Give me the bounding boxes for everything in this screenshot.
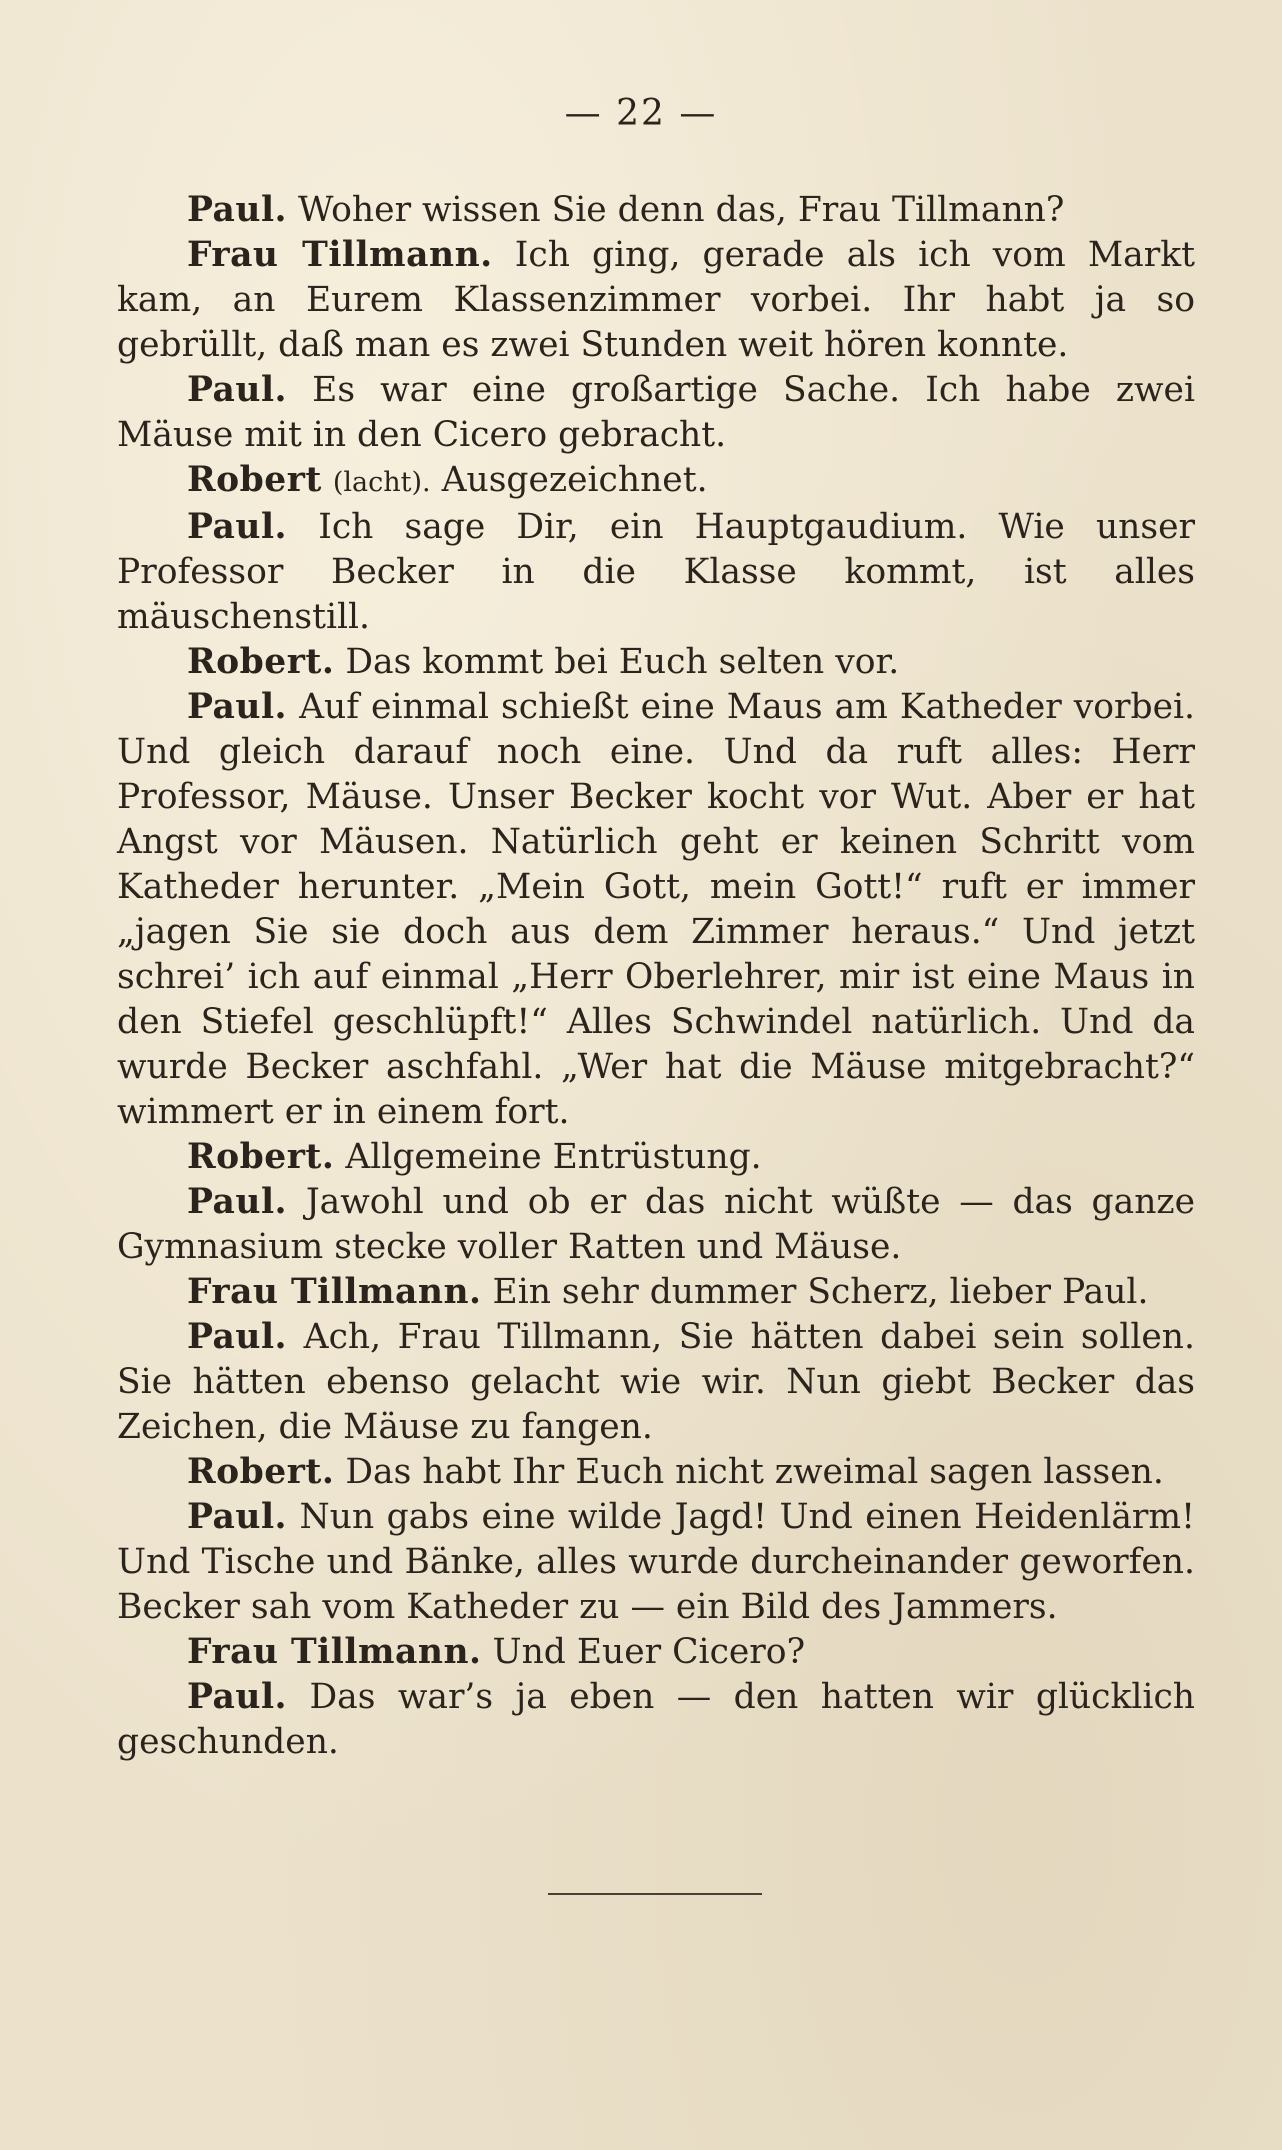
dialogue-paragraph xyxy=(117,505,1195,640)
dialogue-paragraph xyxy=(117,685,1195,1135)
speaker-name: Robert xyxy=(187,460,322,500)
speaker-name: Paul. xyxy=(187,1677,288,1717)
speaker-name: Paul. xyxy=(187,1182,288,1222)
dialogue-line: Ausgezeichnet. xyxy=(441,460,708,500)
closing-rule xyxy=(548,1893,762,1895)
dialogue-paragraph xyxy=(117,1495,1195,1630)
dialogue-line: Und Euer Cicero? xyxy=(492,1632,806,1672)
dialogue-paragraph xyxy=(117,1630,1195,1675)
dialogue-line: Ach, Frau Tillmann, Sie hätten dabei sein sollen. Sie hätten ebenso gelacht wie wir. Nun giebt Becker das Zeichen, die Mäuse zu fangen. xyxy=(117,1317,1195,1447)
dialogue-line: Auf einmal schießt eine Maus am Katheder vorbei. Und gleich darauf noch eine. Und da ruft alles: Herr Professor, Mäuse. Unser Becker kocht vor Wut. Aber er hat Angst vor Mäusen. Natürlich geht er keinen Schritt vom Katheder herunter. „Mein Gott, mein Gott!“ ruft er immer „jagen Sie sie doch aus dem Zimmer heraus.“ Und jetzt schrei’ ich auf einmal „Herr Oberlehrer, mir ist eine Maus in den Stiefel geschlüpft!“ Alles Schwindel natürlich. Und da wurde Becker aschfahl. „Wer hat die Mäuse mitgebracht?“ wimmert er in einem fort. xyxy=(117,687,1196,1132)
stage-direction: (lacht). xyxy=(332,467,431,498)
page-number: — 22 — xyxy=(564,93,718,134)
dialogue-line: Das kommt bei Euch selten vor. xyxy=(345,642,900,682)
dialogue-paragraph xyxy=(117,640,1195,685)
dialogue-line: Nun gabs eine wilde Jagd! Und einen Heidenlärm! Und Tische und Bänke, alles wurde durcheinander geworfen. Becker sah vom Katheder zu — ein Bild des Jammers. xyxy=(117,1497,1195,1627)
speaker-name: Frau Tillmann. xyxy=(187,1632,482,1672)
speaker-name: Paul. xyxy=(187,1497,288,1537)
dialogue-text xyxy=(117,188,1195,1765)
dialogue-line: Das war’s ja eben — den hatten wir glücklich geschunden. xyxy=(117,1677,1195,1762)
dialogue-paragraph xyxy=(117,1180,1195,1270)
dialogue-paragraph xyxy=(117,1270,1195,1315)
speaker-name: Frau Tillmann. xyxy=(187,235,493,275)
speaker-name: Paul. xyxy=(187,370,288,410)
dialogue-line: Ich sage Dir, ein Hauptgaudium. Wie unser Professor Becker in die Klasse kommt, ist alles mäuschenstill. xyxy=(117,507,1195,637)
dialogue-paragraph xyxy=(117,188,1195,233)
speaker-name: Paul. xyxy=(187,1317,288,1357)
dialogue-paragraph xyxy=(117,458,1195,505)
dialogue-paragraph xyxy=(117,1450,1195,1495)
speaker-name: Paul. xyxy=(187,190,288,230)
dialogue-paragraph xyxy=(117,233,1195,368)
dialogue-paragraph xyxy=(117,1135,1195,1180)
dialogue-line: Jawohl und ob er das nicht wüßte — das ganze Gymnasium stecke voller Ratten und Mäuse. xyxy=(117,1182,1196,1267)
dialogue-line: Ich ging, gerade als ich vom Markt kam, an Eurem Klassenzimmer vorbei. Ihr habt ja so gebrüllt, daß man es zwei Stunden weit hören konnte. xyxy=(117,235,1196,365)
dialogue-line: Woher wissen Sie denn das, Frau Tillmann? xyxy=(298,190,1065,230)
dialogue-paragraph xyxy=(117,1675,1195,1765)
dialogue-line: Es war eine großartige Sache. Ich habe zwei Mäuse mit in den Cicero gebracht. xyxy=(117,370,1195,455)
dialogue-line: Das habt Ihr Euch nicht zweimal sagen lassen. xyxy=(345,1452,1164,1492)
speaker-name: Robert. xyxy=(187,642,335,682)
dialogue-line: Ein sehr dummer Scherz, lieber Paul. xyxy=(492,1272,1149,1312)
speaker-name: Paul. xyxy=(187,507,288,547)
speaker-name: Robert. xyxy=(187,1452,335,1492)
speaker-name: Frau Tillmann. xyxy=(187,1272,482,1312)
speaker-name: Paul. xyxy=(187,687,288,727)
dialogue-paragraph xyxy=(117,1315,1195,1450)
dialogue-paragraph xyxy=(117,368,1195,458)
dialogue-line: Allgemeine Entrüstung. xyxy=(345,1137,762,1177)
speaker-name: Robert. xyxy=(187,1137,335,1177)
